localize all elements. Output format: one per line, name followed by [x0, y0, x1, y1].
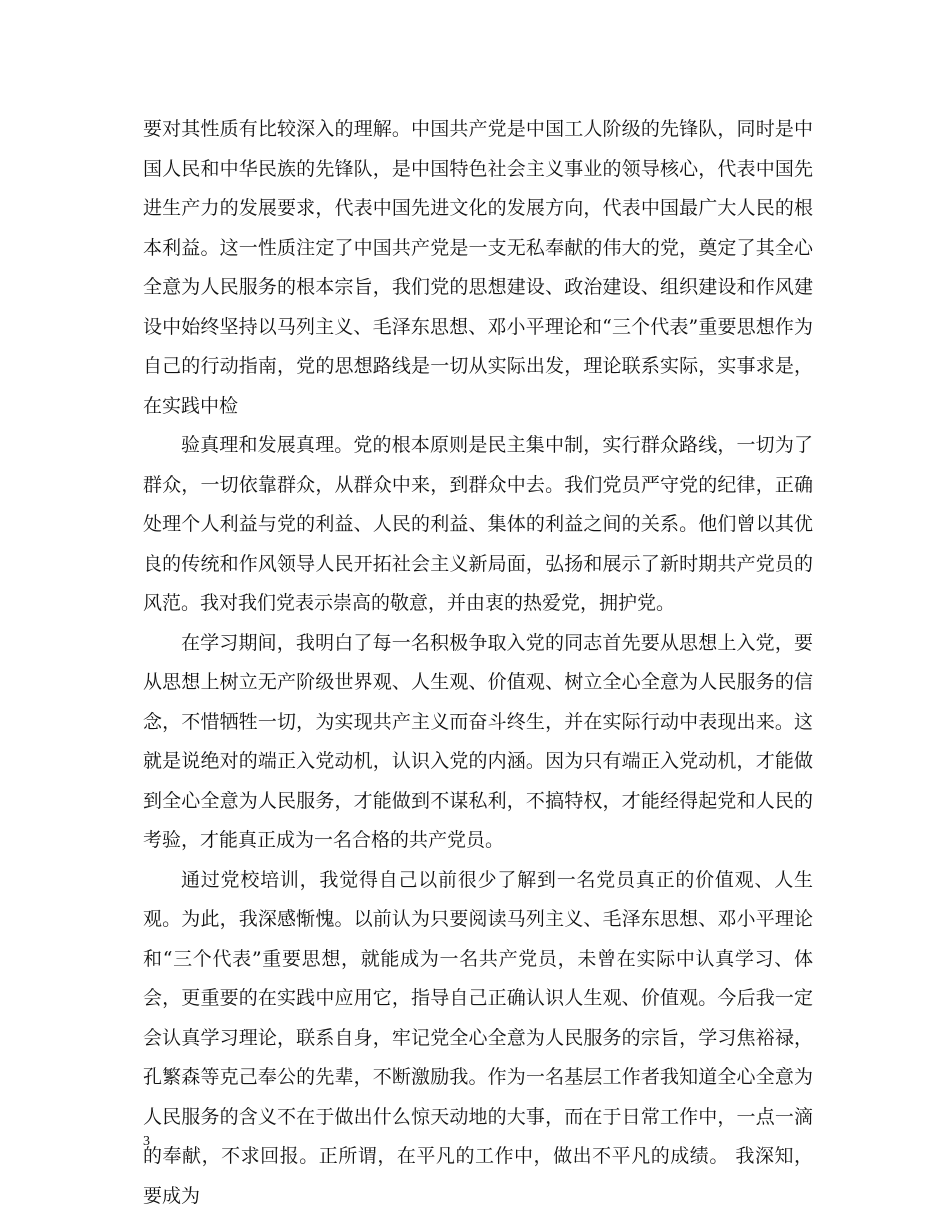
page-number: 3 — [143, 1134, 150, 1149]
paragraph-4: 通过党校培训，我觉得自己以前很少了解到一名党员真正的价值观、人生观。为此，我深感惭愧。以前认为只要阅读马列主义、毛泽东思想、邓小平理论和“三个代表”重要思想，就能成为一名共产党员，未曾在实际中认真学习、体会，更重要的在实践中应用它，指导自己正确认识人生观、价值观。今后我一定会认真学习理论，联系自身，牢记党全心全意为人民服务的宗旨，学习焦裕禄，孔繁森等克己奉公的先辈，不断激励我。作为一名基层工作者我知道全心全意为人民服务的含义不在于做出什么惊天动地的大事，而在于日常工作中，一点一滴的奉献，不求回报。正所谓，在平凡的工作中，做出不平凡的成绩。 我深知，要成为 — [143, 868, 813, 1207]
paragraph-3: 在学习期间，我明白了每一名积极争取入党的同志首先要从思想上入党，要从思想上树立无产阶级世界观、人生观、价值观、树立全心全意为人民服务的信念，不惜牺牲一切，为实现共产主义而奋斗终生，并在实际行动中表现出来。这就是说绝对的端正入党动机，认识入党的内涵。因为只有端正入党动机，才能做到全心全意为人民服务，才能做到不谋私利，不搞特权，才能经得起党和人民的考验，才能真正成为一名合格的共产党员。 — [143, 631, 813, 851]
paragraph-2: 验真理和发展真理。党的根本原则是民主集中制，实行群众路线，一切为了群众，一切依靠群众，从群众中来，到群众中去。我们党员严守党的纪律，正确处理个人利益与党的利益、人民的利益、集体的利益之间的关系。他们曾以其优良的传统和作风领导人民开拓社会主义新局面，弘扬和展示了新时期共产党员的风范。我对我们党表示崇高的敬意，并由衷的热爱党，拥护党。 — [143, 434, 813, 614]
document-body — [143, 110, 813, 1216]
paragraph-1: 要对其性质有比较深入的理解。中国共产党是中国工人阶级的先锋队，同时是中国人民和中华民族的先锋队，是中国特色社会主义事业的领导核心，代表中国先进生产力的发展要求，代表中国先进文化的发展方向，代表中国最广大人民的根本利益。这一性质注定了中国共产党是一支无私奉献的伟大的党，奠定了其全心全意为人民服务的根本宗旨，我们党的思想建设、政治建设、组织建设和作风建设中始终坚持以马列主义、毛泽东思想、邓小平理论和“三个代表”重要思想作为自己的行动指南，党的思想路线是一切从实际出发，理论联系实际，实事求是，在实践中检 — [143, 118, 813, 417]
